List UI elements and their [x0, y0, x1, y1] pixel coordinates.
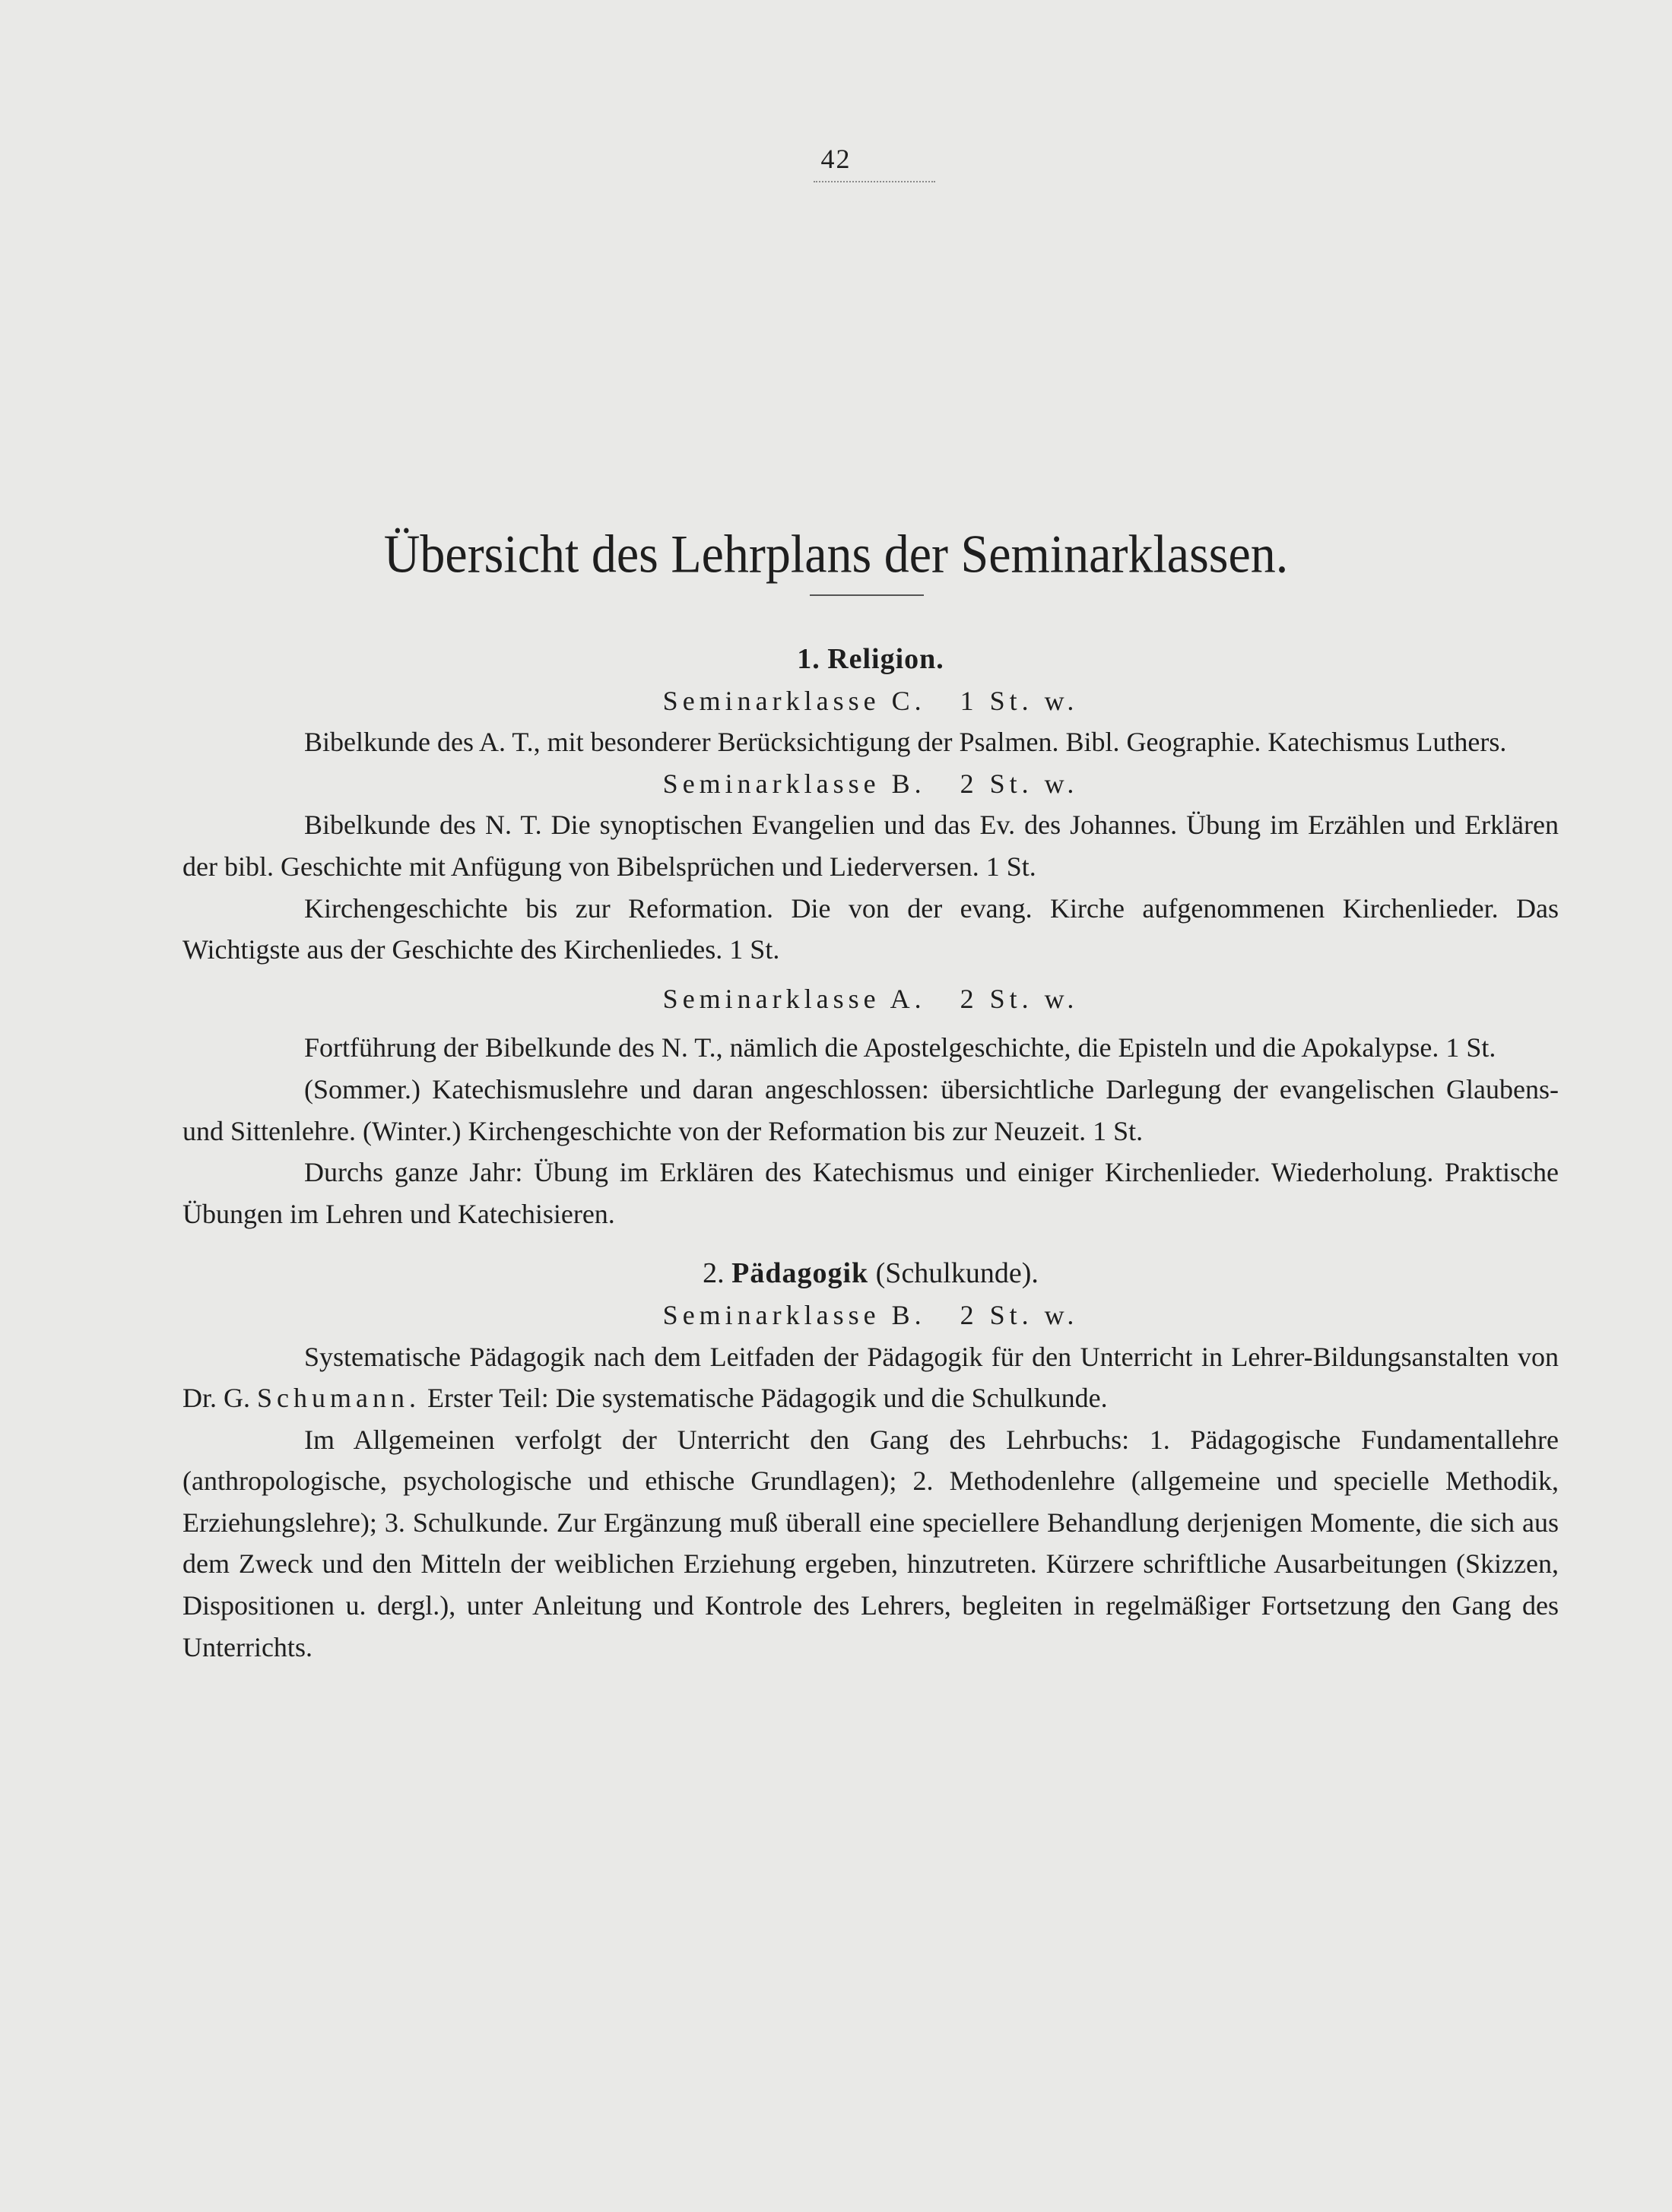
paragraph-text: Systematische Pädagogik nach dem Leitfaden der Pädagogik für den Unterricht in Lehrer-Bildungsanstalten von Dr. G. [182, 1341, 1559, 1414]
class-heading [182, 680, 1559, 722]
class-heading [182, 1295, 1559, 1336]
paragraph: Im Allgemeinen verfolgt der Unterricht den Gang des Lehrbuchs: 1. Pädagogische Fundamentallehre (anthropologische, psychologische und ethische Grundlagen); 2. Methodenlehre (allgemeine und specielle Methodik, Erziehungslehre); 3. Schulkunde. Zur Ergänzung muß überall eine speciellere Behandlung derjenigen Momente, die sich aus dem Zweck und den Mitteln der weiblichen Erziehung ergeben, hinzutreten. Kürzere schriftliche Ausarbeitungen (Skizzen, Dispositionen u. dergl.), unter Anleitung und Kontrole des Lehrers, begleiten in regelmäßiger Fortsetzung den Gang des Unterrichts. [182, 1424, 1559, 1662]
class-hours: 2 St. w. [960, 1299, 1079, 1330]
class-hours: 2 St. w. [960, 983, 1079, 1014]
paragraph: Bibelkunde des A. T., mit besonderer Berücksichtigung der Psalmen. Bibl. Geographie. Katechismus Luthers. [304, 727, 1507, 758]
paragraph: Durchs ganze Jahr: Übung im Erklären des Katechismus und einiger Kirchenlieder. Wiederholung. Praktische Übungen im Lehren und Katechisieren. [182, 1157, 1559, 1229]
paragraph: Bibelkunde des N. T. Die synoptischen Evangelien und das Ev. des Johannes. Übung im Erzählen und Erklären der bibl. Geschichte mit Anfügung von Bibelsprüchen und Liederversen. 1 St. [182, 810, 1559, 882]
section-title: Religion. [827, 643, 944, 675]
section-number: 1. [797, 643, 820, 675]
paragraph: Kirchengeschichte bis zur Reformation. Die von der evang. Kirche aufgenommenen Kirchenlieder. Das Wichtigste aus der Geschichte des Kirchenliedes. 1 St. [182, 892, 1559, 965]
page-number: 42 [820, 144, 852, 174]
paragraph: Fortführung der Bibelkunde des N. T., nämlich die Apostelgeschichte, die Episteln und die Apokalypse. 1 St. [304, 1032, 1496, 1063]
class-hours: 1 St. w. [960, 685, 1079, 716]
class-heading [182, 763, 1559, 805]
section-heading-religion [182, 639, 1559, 680]
page-title: Übersicht des Lehrplans der Seminarklassen. [383, 524, 1289, 585]
paragraph-text: Erster Teil: Die systematische Pädagogik und die Schulkunde. [427, 1383, 1108, 1414]
section-title: Pädagogik [731, 1257, 869, 1290]
paragraph: (Sommer.) Katechismuslehre und daran angeschlossen: übersichtliche Darlegung der evangelischen Glaubens- und Sittenlehre. (Winter.) Kirchengeschichte von der Reformation bis zur Neuzeit. 1 St. [182, 1073, 1559, 1146]
section-subtitle: (Schulkunde). [875, 1257, 1039, 1290]
author-name: Schumann. [257, 1383, 420, 1414]
paragraph [182, 1336, 1559, 1419]
class-label: Seminarklasse B. [662, 768, 926, 799]
class-heading [182, 978, 1559, 1020]
class-label: Seminarklasse B. [662, 1299, 926, 1330]
page-number-ornament [814, 181, 935, 182]
section-heading-paedagogik [182, 1253, 1559, 1295]
class-hours: 2 St. w. [960, 768, 1079, 799]
document-body [182, 639, 1559, 1668]
section-number: 2. [703, 1257, 725, 1290]
class-label: Seminarklasse C. [662, 685, 926, 716]
title-divider [810, 594, 924, 596]
class-label: Seminarklasse A. [662, 983, 926, 1014]
